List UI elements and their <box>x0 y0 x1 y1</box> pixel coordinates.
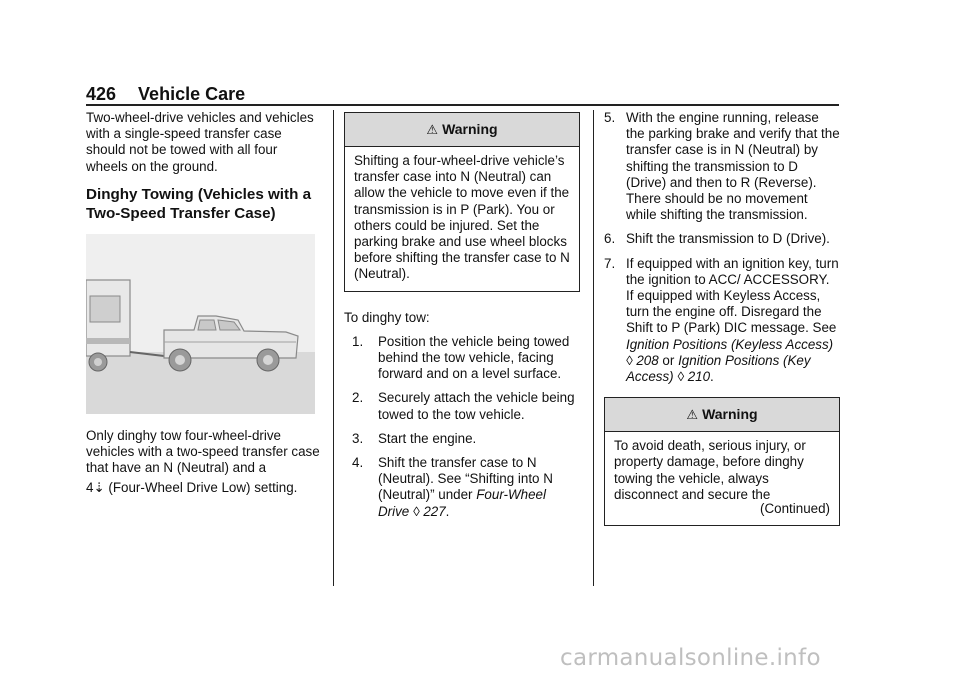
list-item: 6. Shift the transmission to D (Drive). <box>604 231 830 247</box>
column-3 <box>604 110 840 526</box>
warning-header <box>605 398 839 432</box>
cross-reference-link[interactable]: Four-Wheel Drive <box>378 487 546 519</box>
section-heading: Dinghy Towing (Vehicles with a Two-Speed Transfer Case) <box>86 185 312 222</box>
warning-icon: ⚠ <box>686 407 699 423</box>
towing-illustration <box>86 234 315 414</box>
page-reference[interactable]: ◊ 227 <box>412 503 446 519</box>
section-title: Vehicle Care <box>138 84 246 104</box>
cross-reference-link[interactable]: Ignition Positions (Keyless Access) <box>626 336 834 352</box>
watermark: carmanualsonline.info <box>560 645 821 671</box>
continued-label: (Continued) <box>760 501 830 517</box>
list-item: 5. With the engine running, release the parking brake and verify that the transfer case is in N (Neutral) by shifting the transmission to D (Drive) and then to R (Reverse). There should be no movement while shifting the transmission. <box>604 110 840 223</box>
list-item: 7. If equipped with an ignition key, turn the ignition to ACC/ ACCESSORY. If equipped with Keyless Access, turn the engine off. Disregard the Shift to P (Park) DIC message. See Ignition Positions (Keyless Access) ◊ 208 or Ignition Positions (Key Access) ◊ 210. <box>604 255 839 385</box>
steps-list <box>344 334 580 520</box>
warning-title: Warning <box>442 121 498 137</box>
warning-body: To avoid death, serious injury, or property damage, before dinghy towing the vehicle, always disconnect and secure the (Continued) <box>614 438 830 517</box>
after-figure-paragraph: Only dinghy tow four-wheel-drive vehicles with a two-speed transfer case that have an N (Neutral) and a <box>86 427 320 476</box>
column-divider-1 <box>333 110 334 586</box>
warning-header <box>345 113 579 147</box>
cross-reference-link[interactable]: Ignition Positions (Key Access) <box>626 352 811 385</box>
page-header <box>86 84 245 105</box>
steps-list-continued <box>604 110 840 385</box>
warning-box-1 <box>344 112 580 292</box>
dinghy-tow-lead: To dinghy tow: <box>344 309 430 325</box>
page-number: 426 <box>86 84 117 104</box>
list-item: 1. Position the vehicle being towed behind the tow vehicle, facing forward and on a level surface. <box>352 333 570 382</box>
intro-paragraph: Two-wheel-drive vehicles and vehicles with a single-speed transfer case should not be towed with all four wheels on the ground. <box>86 110 314 174</box>
list-item: 3. Start the engine. <box>352 430 477 446</box>
warning-icon: ⚠ <box>426 122 439 137</box>
warning-body: Shifting a four-wheel-drive vehicle’s transfer case into N (Neutral) can allow the vehicle to move even if the transmission is in P (Park). You or others could be injured. Set the parking brake and use wheel blocks before shifting the transfer case to N (Neutral). <box>354 153 570 282</box>
column-divider-2 <box>593 110 594 586</box>
warning-box-2 <box>604 397 840 526</box>
column-1 <box>86 110 322 505</box>
setting-line: 4⇣ (Four-Wheel Drive Low) setting. <box>86 480 298 496</box>
column-2 <box>344 110 580 528</box>
header-rule <box>86 104 839 106</box>
page-reference[interactable]: ◊ 210 <box>677 369 711 385</box>
page-reference[interactable]: ◊ 208 <box>626 352 659 368</box>
list-item: 2. Securely attach the vehicle being towed to the tow vehicle. <box>352 390 575 422</box>
list-item: 4. Shift the transfer case to N (Neutral). See “Shifting into N (Neutral)” under Four-Wheel Drive ◊ 227. <box>352 455 553 519</box>
warning-title: Warning <box>702 406 758 423</box>
